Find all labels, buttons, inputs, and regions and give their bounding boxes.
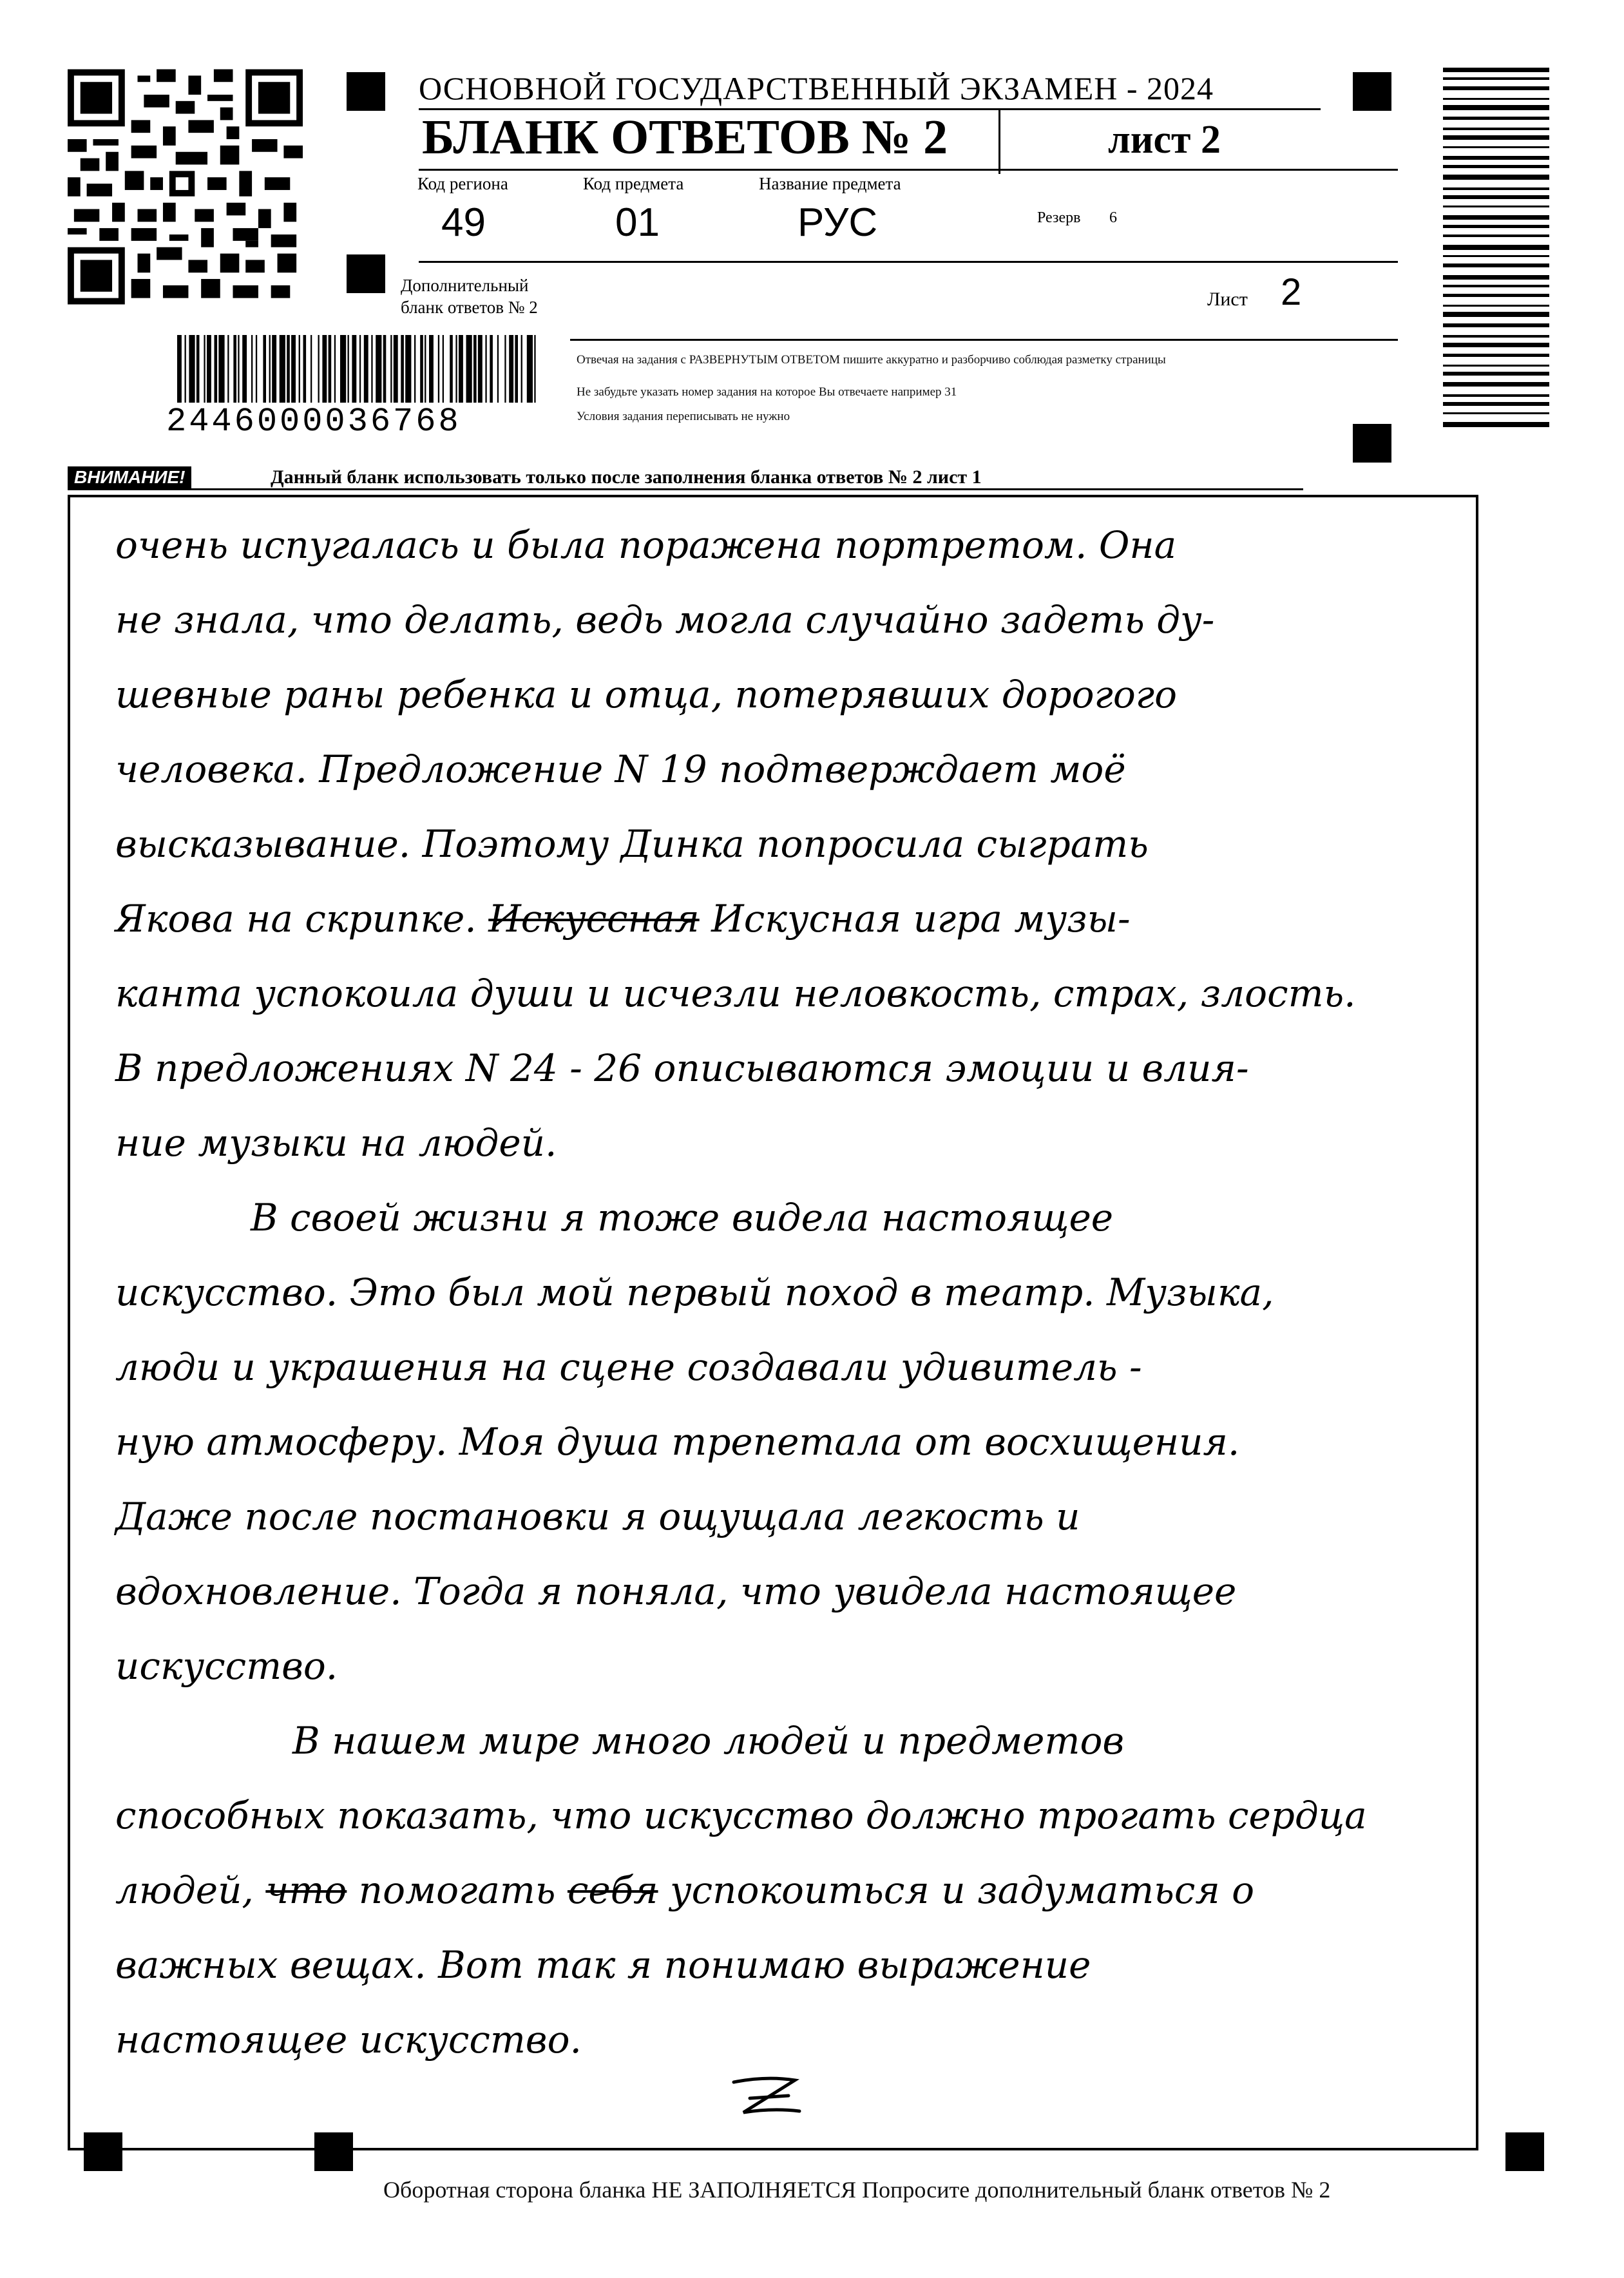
answer-line <box>115 1794 1367 1837</box>
instruction-line: Условия задания переписывать не нужно <box>577 410 790 423</box>
answer-line <box>115 972 1356 1015</box>
attention-text: Данный бланк использовать только после заполнения бланка ответов № 2 лист 1 <box>271 466 982 488</box>
answer-text: важных вещах. Вот так я понимаю выражение <box>115 1943 1091 1987</box>
answer-text: канта успокоила души и исчезли неловкость, страх, злость. <box>115 972 1356 1015</box>
answer-text: ние музыки на людей. <box>115 1121 557 1165</box>
answer-text: способных показать, что искусство должно трогать сердца <box>115 1794 1367 1837</box>
answer-line <box>115 1046 1249 1090</box>
answer-line <box>115 523 1176 567</box>
barcode-number: 2446000036768 <box>166 403 461 441</box>
registration-mark <box>1353 424 1391 463</box>
form-barcode <box>177 335 538 412</box>
subject-code-label: Код предмета <box>583 174 684 193</box>
attention-badge: ВНИМАНИЕ! <box>68 466 191 488</box>
additional-label: Дополнительный <box>401 276 529 295</box>
answer-line <box>251 1196 1113 1240</box>
answer-line <box>115 822 1149 866</box>
answer-text: Даже после постановки я ощущала легкость и <box>115 1495 1080 1538</box>
registration-mark <box>347 72 385 111</box>
answer-line <box>115 897 1131 941</box>
sheet-label: лист 2 <box>1108 118 1221 162</box>
answer-line <box>115 598 1214 642</box>
answer-text: шевные раны ребенка и отца, потерявших дорогого <box>115 673 1177 716</box>
answer-line <box>115 2018 582 2062</box>
struck-word: Искуссная <box>488 897 700 941</box>
form-title: БЛАНК ОТВЕТОВ № 2 <box>422 110 948 164</box>
answer-text: ную атмосферу. Моя душа трепетала от восхищения. <box>115 1420 1240 1464</box>
answer-line <box>115 1644 338 1688</box>
footer-note: Оборотная сторона бланка НЕ ЗАПОЛНЯЕТСЯ Попросите дополнительный бланк ответов № 2 <box>383 2177 1331 2203</box>
end-mark <box>727 2072 805 2124</box>
answer-text: успокоиться и задуматься о <box>658 1868 1255 1912</box>
header-rule <box>419 169 1398 171</box>
struck-word: что <box>265 1868 347 1912</box>
answer-line <box>115 673 1177 716</box>
answer-line <box>115 1495 1080 1538</box>
answer-line <box>115 1943 1091 1987</box>
instruction-line: Не забудьте указать номер задания на которое Вы отвечаете например 31 <box>577 385 957 399</box>
instruction-line: Отвечая на задания с РАЗВЕРНУТЫМ ОТВЕТОМ пишите аккуратно и разборчиво соблюдая разметку страницы <box>577 353 1166 367</box>
answer-text: В предложениях N 24 - 26 описываются эмоции и влия- <box>115 1046 1249 1090</box>
reserve-value: 6 <box>1109 209 1117 226</box>
header-rule <box>570 339 1398 341</box>
region-value: 49 <box>441 200 486 245</box>
answer-text: В нашем мире много людей и предметов <box>292 1719 1125 1763</box>
answer-text: искусство. Это был мой первый поход в театр. Музыка, <box>115 1270 1274 1314</box>
answer-line <box>115 747 1126 791</box>
answer-line <box>115 1868 1254 1912</box>
header-divider <box>998 110 1000 174</box>
answer-text: помогать <box>347 1868 568 1912</box>
answer-text: человека. Предложение N 19 подтверждает моё <box>115 747 1126 791</box>
sheet-small-label: Лист <box>1207 289 1248 310</box>
attention-rule <box>68 488 1303 490</box>
answer-line <box>115 1121 557 1165</box>
registration-mark <box>1353 72 1391 111</box>
side-barcode <box>1443 68 1549 432</box>
answer-text: не знала, что делать, ведь могла случайно задеть ду- <box>115 598 1215 642</box>
registration-mark <box>1505 2132 1544 2171</box>
reserve-label: Резерв <box>1037 209 1081 226</box>
answer-line <box>115 1420 1239 1464</box>
answer-line <box>115 1270 1274 1314</box>
subject-name-value: РУС <box>798 200 878 245</box>
subject-name-label: Название предмета <box>759 174 901 193</box>
answer-text: настоящее искусство. <box>115 2018 582 2062</box>
answer-text: люди и украшения на сцене создавали удивитель - <box>115 1345 1142 1389</box>
answer-area <box>68 495 1478 2150</box>
answer-text: искусство. <box>115 1644 338 1688</box>
exam-title: ОСНОВНОЙ ГОСУДАРСТВЕННЫЙ ЭКЗАМЕН - 2024 <box>419 70 1214 106</box>
answer-text: В своей жизни я тоже видела настоящее <box>251 1196 1114 1240</box>
answer-line <box>115 1569 1236 1613</box>
answer-text: вдохновление. Тогда я поняла, что увидела настоящее <box>115 1569 1237 1613</box>
qr-code <box>68 68 303 306</box>
answer-text: Искусная игра музы- <box>699 897 1131 941</box>
answer-line <box>115 1345 1142 1389</box>
answer-line <box>292 1719 1124 1763</box>
registration-mark <box>347 254 385 293</box>
subject-code-value: 01 <box>615 200 660 245</box>
answer-text: людей, <box>115 1868 266 1912</box>
header-rule <box>419 261 1398 263</box>
answer-text: очень испугалась и была поражена портретом. Она <box>115 523 1177 567</box>
sheet-small-value: 2 <box>1281 271 1302 313</box>
answer-text: высказывание. Поэтому Динка попросила сыграть <box>115 822 1149 866</box>
additional-label-line2: бланк ответов № 2 <box>401 298 538 317</box>
struck-word: себя <box>567 1868 658 1912</box>
answer-text: Якова на скрипке. <box>115 897 489 941</box>
region-label: Код региона <box>417 174 508 193</box>
